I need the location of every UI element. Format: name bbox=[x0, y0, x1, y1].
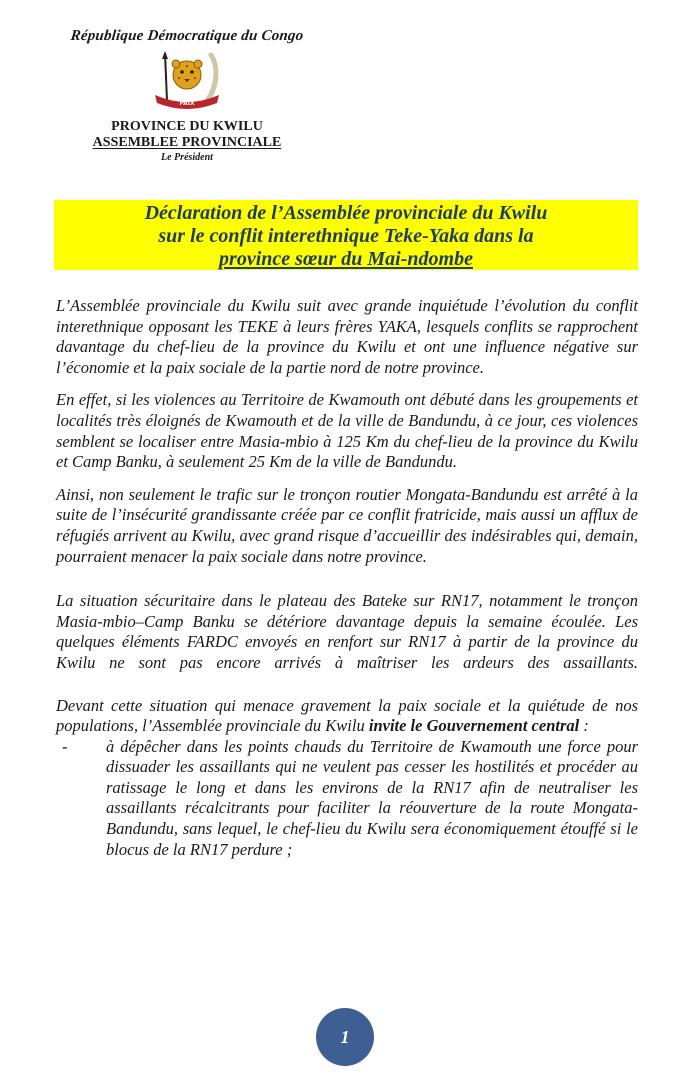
declaration-title bbox=[54, 200, 638, 270]
list-item bbox=[56, 737, 638, 861]
bullet-marker: - bbox=[62, 736, 68, 756]
paragraph-5-end: : bbox=[579, 716, 589, 736]
page-number-badge bbox=[316, 1008, 374, 1066]
emblem-banner-text: PAIX bbox=[179, 100, 195, 107]
declaration-body bbox=[56, 296, 638, 860]
paragraph-5-start: Devant cette situation qui menace gravement la paix sociale et la quiétude de nos populations, l’Assemblée provinciale du Kwilu bbox=[56, 695, 638, 736]
assembly-name: ASSEMBLEE PROVINCIALE bbox=[92, 135, 282, 150]
paragraph-5-bold: invite le Gouvernement central bbox=[368, 716, 580, 736]
title-line-2: sur le conflit interethnique Teke-Yaka dans la bbox=[158, 225, 534, 247]
title-line-3: province sœur du Mai-ndombe bbox=[219, 248, 473, 270]
president-label: Le Président bbox=[161, 152, 213, 163]
bullet-text: à dépêcher dans les points chauds du Territoire de Kwamouth une force pour dissuader les assaillants qui ne veulent pas cesser les hostilités et procéder au ratissage le long et dans les environs de la RN17 afin de neutraliser les assaillants récalcitrants pour faciliter la réouverture de la route Mongata-Bandundu, sans lequel, le chef-lieu du Kwilu sera économiquement étouffé si le blocus de la RN17 perdure ; bbox=[106, 736, 638, 859]
letterhead bbox=[52, 28, 322, 163]
page-number: 1 bbox=[340, 1026, 350, 1047]
paragraph-4: La situation sécuritaire dans le plateau des Bateke sur RN17, notamment le tronçon Masia-mbio–Camp Banku se détériore davantage depuis la semaine écoulée. Les quelques éléments FARDC envoyés en renfort sur RN17 à partir de la province du Kwilu ne sont pas encore arrivés à maîtriser les ardeurs des assaillants. bbox=[56, 591, 638, 672]
title-line-1: Déclaration de l’Assemblée provinciale du Kwilu bbox=[144, 202, 548, 224]
country-name: République Démocratique du Congo bbox=[69, 28, 305, 44]
paragraph-2: En effet, si les violences au Territoire de Kwamouth ont débuté dans les groupements et localités très éloignés de Kwamouth et de la ville de Bandundu, à ce jour, ces violences semblent se localiser entre Masia-mbio à 125 Km du chef-lieu de la province du Kwilu et Camp Banku, à seulement 25 Km de la ville de Bandundu. bbox=[56, 390, 638, 472]
paragraph-5 bbox=[56, 696, 638, 737]
province-name: PROVINCE DU KWILU bbox=[111, 119, 263, 134]
paragraph-3: Ainsi, non seulement le trafic sur le tronçon routier Mongata-Bandundu est arrêté à la suite de l’insécurité grandissante créée par ce conflit fratricide, mais aussi un afflux de réfugiés arrivent au Kwilu, avec grand risque d’accueillir des indésirables qui, demain, pourraient menacer la paix sociale dans notre province. bbox=[56, 484, 638, 566]
paragraph-1: L’Assemblée provinciale du Kwilu suit avec grande inquiétude l’évolution du conflit interethnique opposant les TEKE à leurs frères YAKA, lesquels conflits se rapprochent davantage du chef-lieu de la province du Kwilu et ont une influence négative sur l’économie et la paix sociale de la partie nord de notre province. bbox=[56, 296, 638, 377]
leopard-emblem-icon bbox=[145, 49, 229, 115]
